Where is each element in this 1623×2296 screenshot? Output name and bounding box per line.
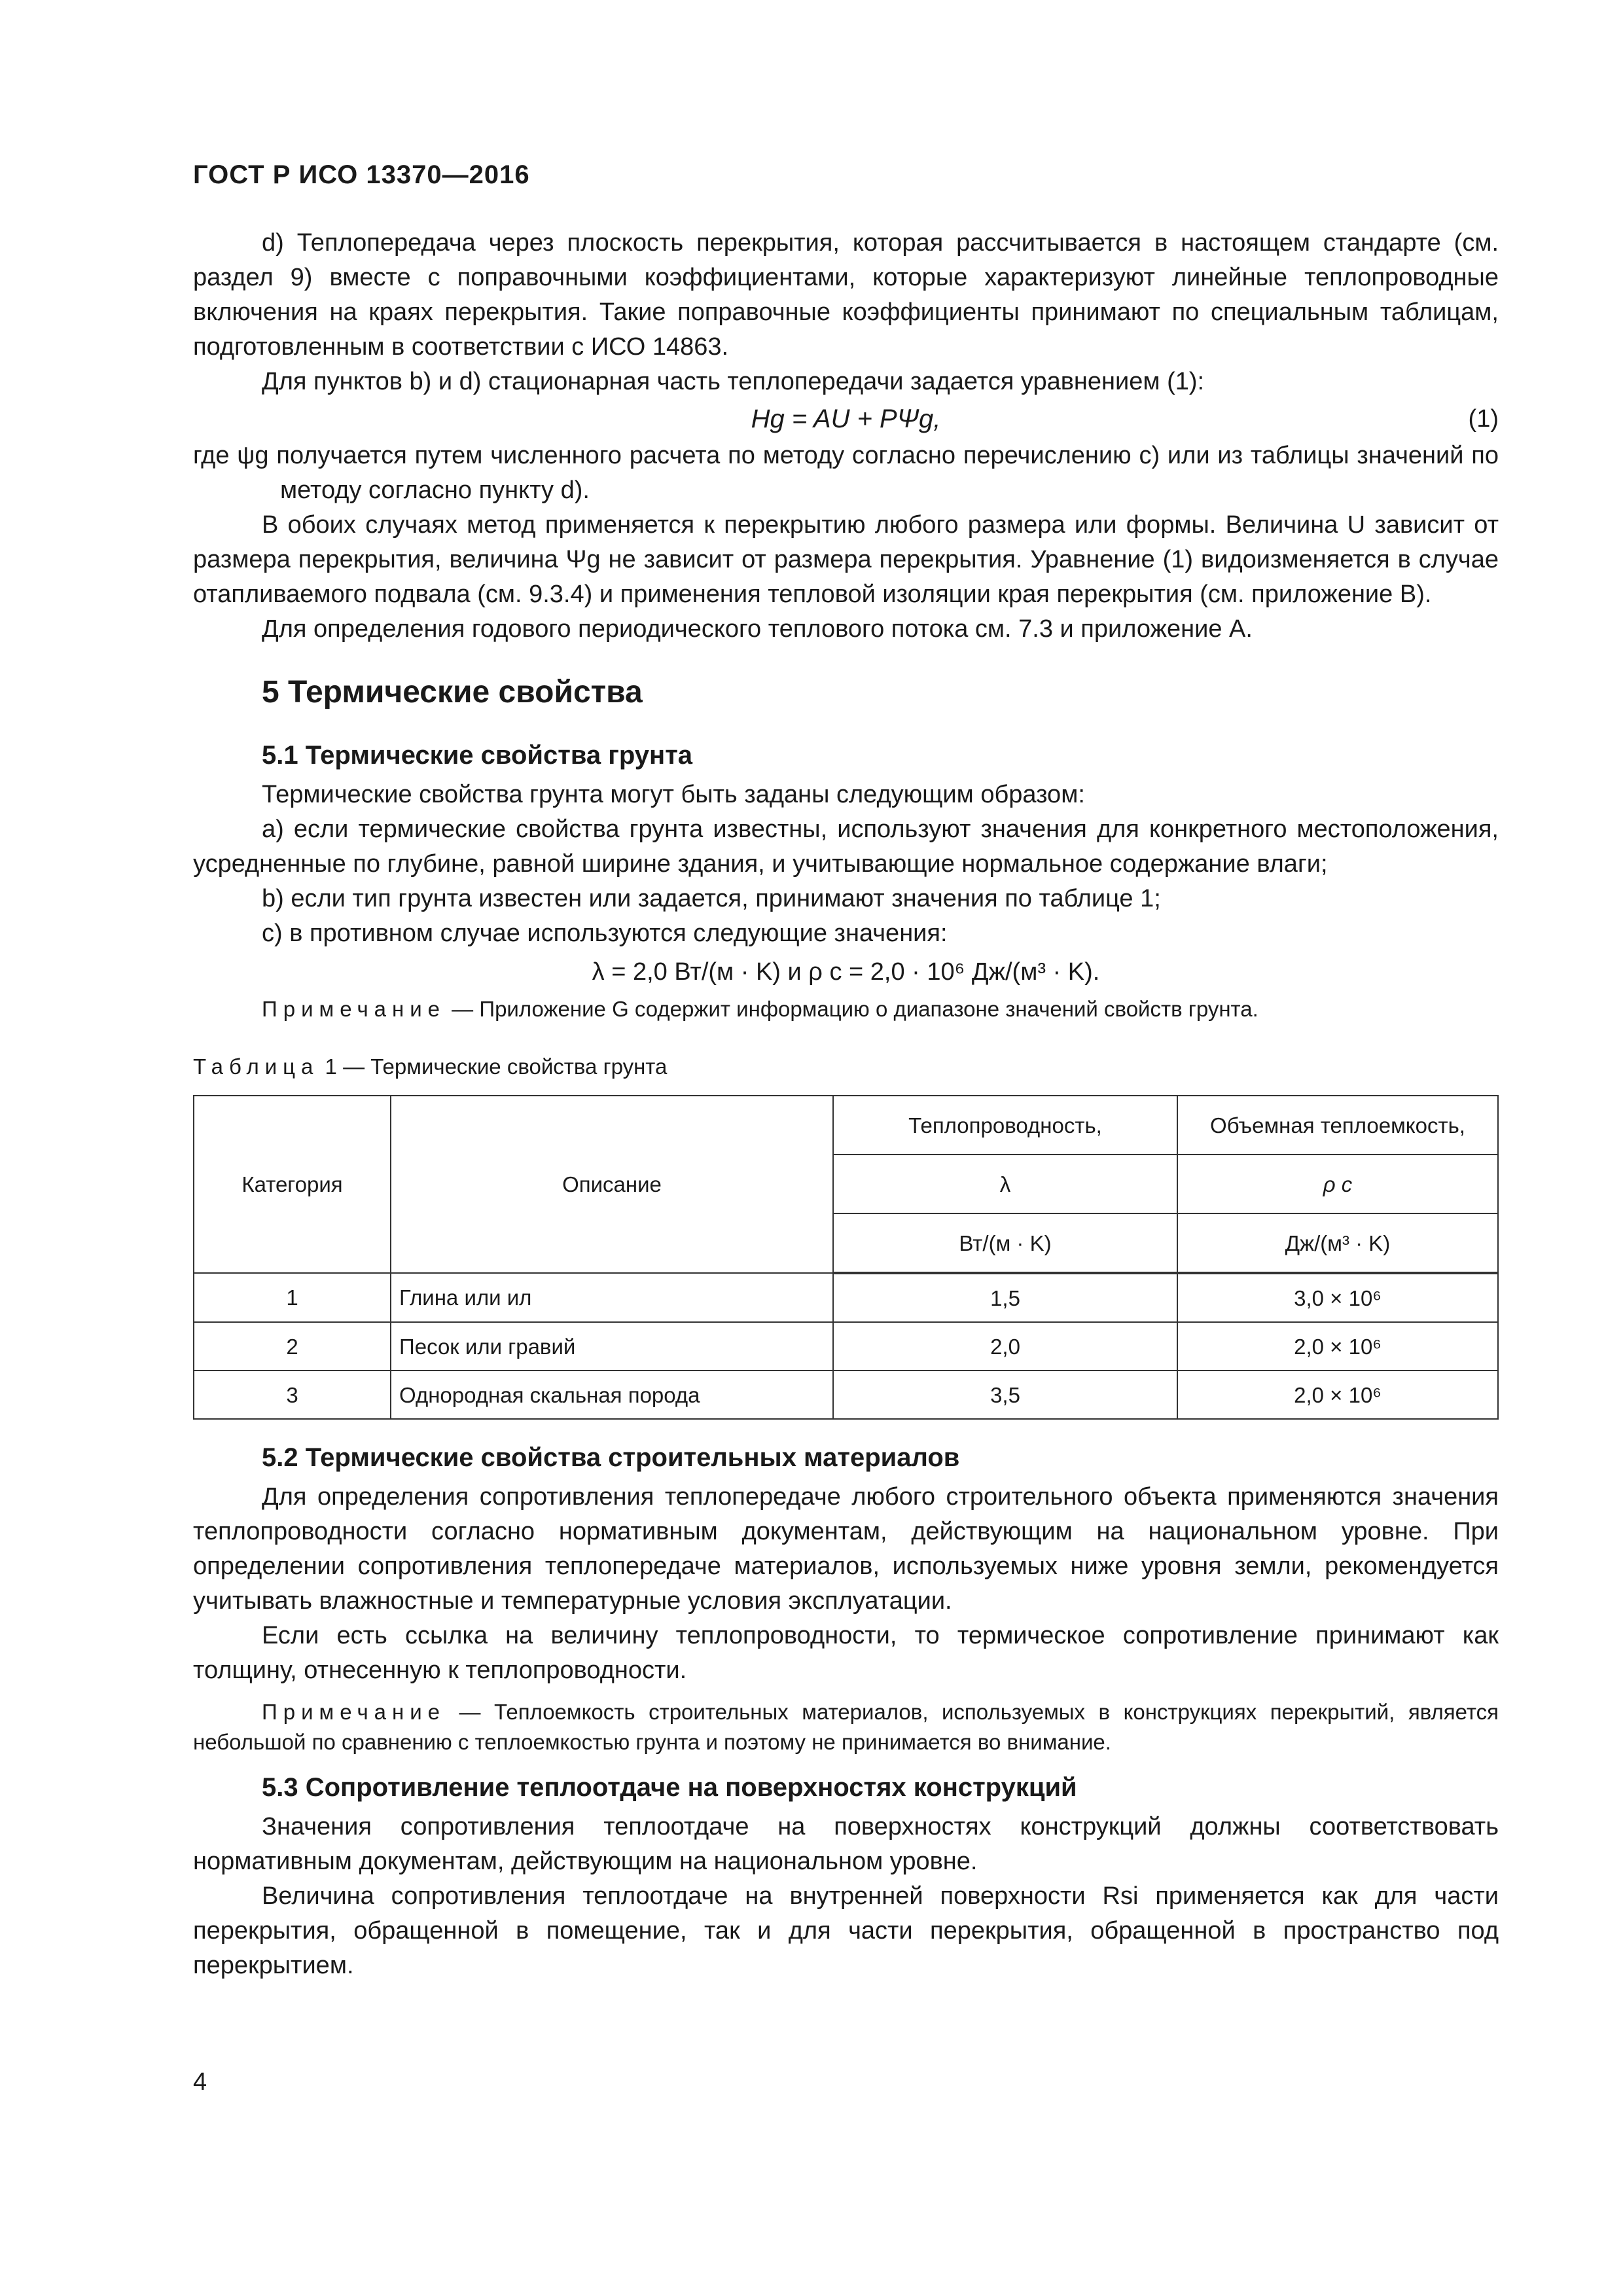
equation-1-text: Hg = AU + PΨg, bbox=[751, 404, 941, 433]
note-5-1 bbox=[193, 994, 1499, 1024]
paragraph-5-3-2: Величина сопротивления теплоотдаче на внутренней поверхности Rsi применяется как для части перекрытия, обращенной в помещение, так и для части перекрытия, обращенной в пространство под перекрытием. bbox=[193, 1882, 1499, 1979]
table-caption-label: Таблица bbox=[193, 1054, 319, 1079]
cell-conductivity: 1,5 bbox=[833, 1273, 1177, 1322]
cell-capacity: 2,0 × 10⁶ bbox=[1177, 1322, 1498, 1371]
header-description: Описание bbox=[391, 1096, 833, 1273]
header-conductivity-unit: Вт/(м · K) bbox=[833, 1213, 1177, 1273]
header-capacity-unit: Дж/(м³ · K) bbox=[1177, 1213, 1498, 1273]
header-conductivity-symbol: λ bbox=[833, 1155, 1177, 1213]
section-5-1-title: 5.1 Термические свойства грунта bbox=[262, 741, 693, 770]
paragraph-5-1-intro: Термические свойства грунта могут быть заданы следующим образом: bbox=[262, 781, 1085, 808]
cell-capacity: 2,0 × 10⁶ bbox=[1177, 1371, 1498, 1419]
list-item-b: b) если тип грунта известен или задается, принимают значения по таблице 1; bbox=[262, 885, 1161, 912]
table-row bbox=[194, 1273, 1498, 1322]
section-5-3-title: 5.3 Сопротивление теплоотдаче на поверхностях конструкций bbox=[262, 1773, 1077, 1802]
list-item-a: a) если термические свойства грунта известны, используют значения для конкретного местоположения, усредненные по глубине, равной ширине здания, и учитывающие нормальное содержание влаги; bbox=[193, 816, 1499, 878]
header-capacity-symbol: ρ c bbox=[1177, 1155, 1498, 1213]
document-body bbox=[193, 226, 1499, 1983]
section-5-title: 5 Термические свойства bbox=[262, 675, 643, 709]
paragraph-5-2-1: Для определения сопротивления теплопередаче любого строительного объекта применяются значения теплопроводности согласно нормативным документам, действующим на национальном уровне. При определении сопротивления теплопередаче материалов, используемых ниже уровня земли, рекомендуется учитывать влажностные и температурные условия эксплуатации. bbox=[193, 1483, 1499, 1615]
cell-description: Песок или гравий bbox=[391, 1322, 833, 1371]
note-text: — Приложение G содержит информацию о диапазоне значений свойств грунта. bbox=[446, 997, 1258, 1021]
cell-description: Глина или ил bbox=[391, 1273, 833, 1322]
table-row bbox=[194, 1322, 1498, 1371]
equation-1-number: (1) bbox=[1468, 405, 1499, 433]
cell-category: 3 bbox=[194, 1371, 391, 1419]
paragraph-5-2-2: Если есть ссылка на величину теплопроводности, то термическое сопротивление принимают как толщину, отнесенную к теплопроводности. bbox=[193, 1622, 1499, 1684]
note-label: Примечание bbox=[262, 1700, 446, 1724]
note-text: — Теплоемкость строительных материалов, используемых в конструкциях перекрытий, является небольшой по сравнению с теплоемкостью грунта и поэтому не принимается во внимание. bbox=[193, 1700, 1499, 1754]
paragraph-both-cases: В обоих случаях метод применяется к перекрытию любого размера или формы. Величина U зависит от размера перекрытия, величина Ψg не зависит от размера перекрытия. Уравнение (1) видоизменяется в случае отапливаемого подвала (см. 9.3.4) и применения тепловой изоляции края перекрытия (см. приложение В). bbox=[193, 511, 1499, 608]
table-soil-properties bbox=[193, 1095, 1499, 1420]
cell-category: 1 bbox=[194, 1273, 391, 1322]
page-number: 4 bbox=[193, 2068, 207, 2096]
table-caption-text: 1 — Термические свойства грунта bbox=[319, 1054, 668, 1079]
equation-1 bbox=[193, 399, 1499, 439]
note-label: Примечание bbox=[262, 997, 446, 1021]
paragraph-intro-equation: Для пунктов b) и d) стационарная часть теплопередачи задается уравнением (1): bbox=[262, 368, 1205, 395]
header-capacity: Объемная теплоемкость, bbox=[1177, 1096, 1498, 1155]
cell-conductivity: 2,0 bbox=[833, 1322, 1177, 1371]
document-header: ГОСТ Р ИСО 13370—2016 bbox=[193, 160, 530, 189]
paragraph-5-3-1: Значения сопротивления теплоотдаче на поверхностях конструкций должны соответствовать нормативным документам, действующим на национальном уровне. bbox=[193, 1813, 1499, 1875]
cell-category: 2 bbox=[194, 1322, 391, 1371]
table-row bbox=[194, 1371, 1498, 1419]
table-1-caption bbox=[193, 1052, 1499, 1082]
equation-default-values: λ = 2,0 Вт/(м · K) и ρ c = 2,0 · 10⁶ Дж/(м³ · K). bbox=[592, 958, 1100, 986]
cell-conductivity: 3,5 bbox=[833, 1371, 1177, 1419]
paragraph-where: где ψg получается путем численного расчета по методу согласно перечислению с) или из таблицы значений по методу согласно пункту d). bbox=[193, 442, 1499, 504]
header-category: Категория bbox=[194, 1096, 391, 1273]
list-item-c: c) в противном случае используются следующие значения: bbox=[262, 920, 948, 947]
paragraph-d-item: d) Теплопередача через плоскость перекрытия, которая рассчитывается в настоящем стандарте (см. раздел 9) вместе с поправочными коэффициентами, которые характеризуют линейные теплопроводные включения на краях перекрытия. Такие поправочные коэффициенты принимают по специальным таблицам, подготовленным в соответствии с ИСО 14863. bbox=[193, 229, 1499, 361]
table-header-row-1 bbox=[194, 1096, 1498, 1155]
header-conductivity: Теплопроводность, bbox=[833, 1096, 1177, 1155]
cell-description: Однородная скальная порода bbox=[391, 1371, 833, 1419]
section-5-2-title: 5.2 Термические свойства строительных материалов bbox=[262, 1443, 960, 1472]
note-5-2 bbox=[193, 1697, 1499, 1757]
paragraph-annual-flow: Для определения годового периодического теплового потока см. 7.3 и приложение А. bbox=[262, 615, 1253, 643]
cell-capacity: 3,0 × 10⁶ bbox=[1177, 1273, 1498, 1322]
